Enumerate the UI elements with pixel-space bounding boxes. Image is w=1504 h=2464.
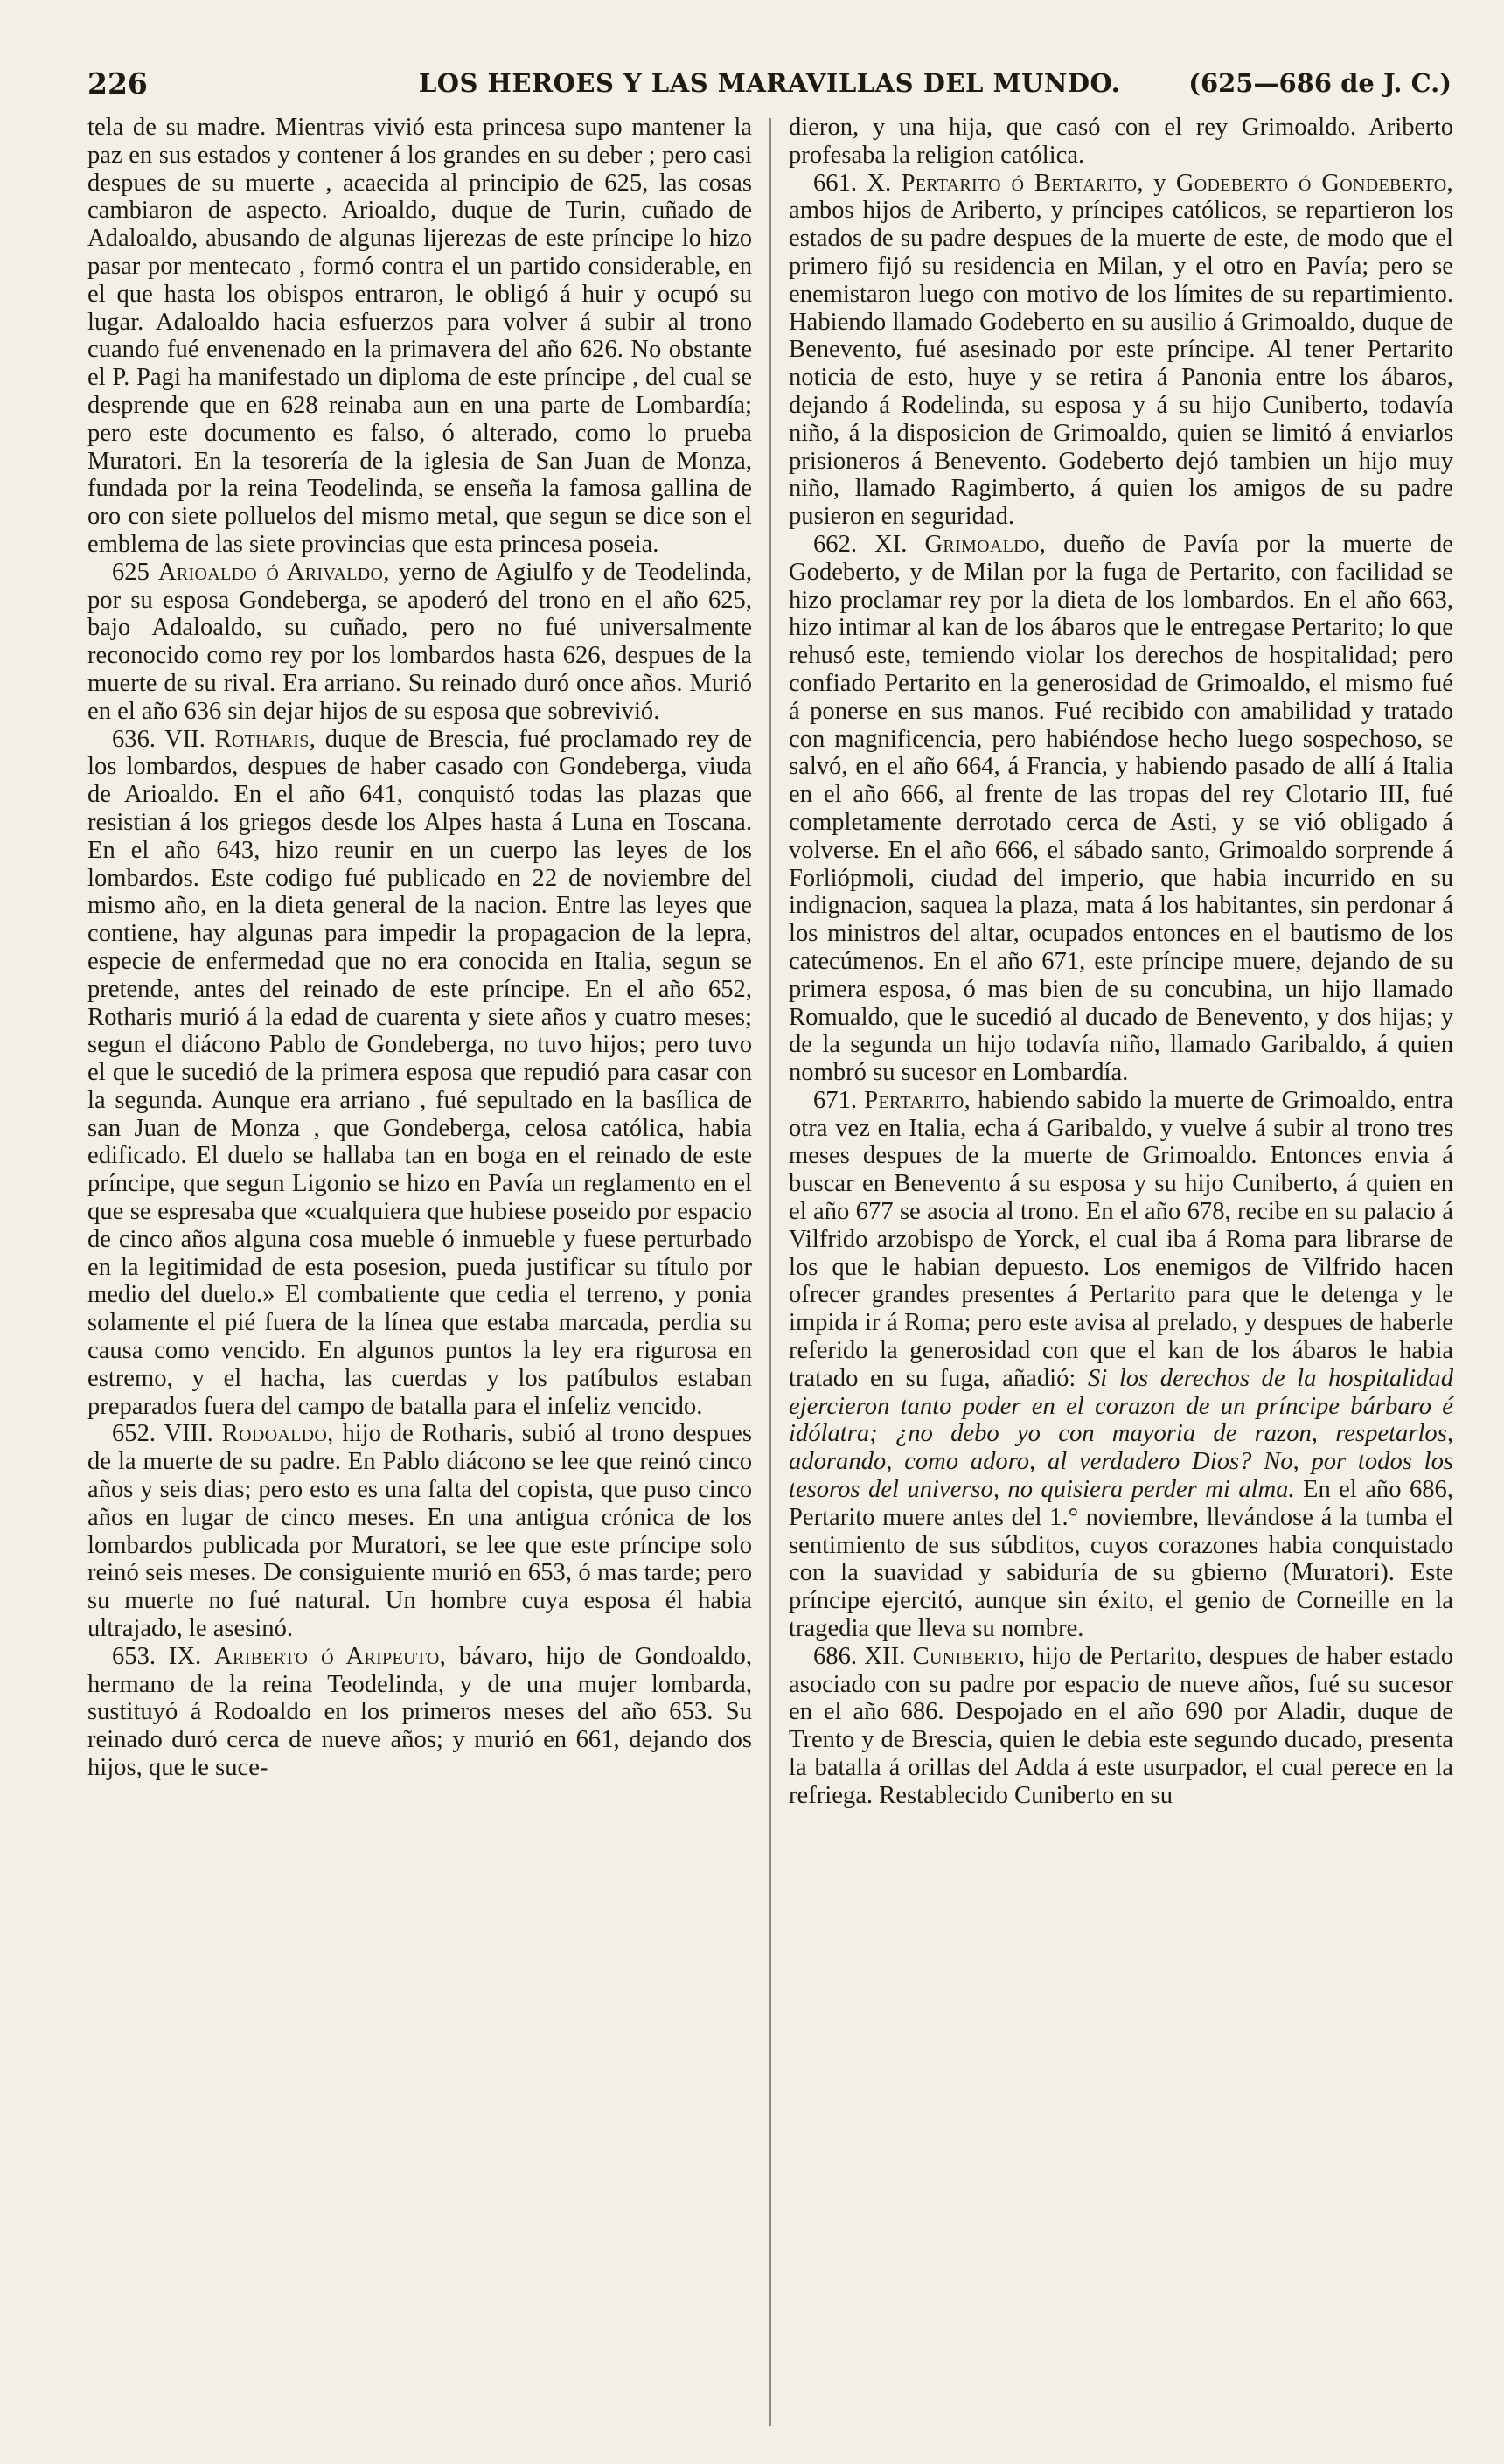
paragraph-pertarito (789, 1087, 1453, 1643)
right-column (789, 114, 1453, 1810)
paragraph-arioaldo (87, 559, 752, 726)
entry-number: 662. XI. (813, 530, 908, 558)
entry-name: Pertarito ó Bertarito, (901, 169, 1144, 197)
entry-text: ambos hijos de Ariberto, y príncipes católicos, se repartieron los estados de su padre despues de la muerte de este, de modo que el primero fijó su residencia en Milan, y el otro en Pavía; pero se enemistaron luego con motivo de los límites de su repartimiento. Habiendo llamado Godeberto en su ausilio á Grimoaldo, duque de Benevento, fué asesinado por este príncipe. Al tener Pertarito noticia de esto, huye y se retira á Panonia entre los ábaros, dejando á Rodelinda, su esposa y á su hijo Cuniberto, todavía niño, á la disposicion de Grimoaldo, quien se limitó á enviarlos prisioneros á Benevento. Godeberto dejó tambien un hijo muy niño, llamado Ragimberto, á quien los amigos de su padre pusieron en seguridad. (789, 197, 1453, 531)
paragraph-grimoaldo (789, 531, 1453, 1087)
entry-number: 671. (813, 1086, 858, 1114)
entry-text: hijo de Rotharis, subió al trono despues de la muerte de su padre. En Pablo diácono se lee que reinó cinco años y seis dias; pero esto es una falta del copista, que puso cinco años en lugar de cinco meses. En una antigua crónica de los lombardos publicada por Muratori, se lee que este príncipe solo reinó seis meses. De consiguiente murió en 653, ó mas tarde; pero su muerte no fué natural. Un hombre cuya esposa él habia ultrajado, le asesinó. (87, 1420, 752, 1643)
entry-name: Arioaldo ó Arivaldo, (157, 558, 390, 586)
entry-text: bávaro, hijo de Gondoaldo, hermano de la reina Teodelinda, y de una mujer lombarda, sustituyó á Rodoaldo en los primeros meses del año 653. Su reinado duró cerca de nueve años; y murió en 661, dejando dos hijos, que le suce- (87, 1642, 752, 1782)
paragraph-continued: tela de su madre. Mientras vivió esta princesa supo mantener la paz en sus estados y contener á los grandes en su deber ; pero casi despues de su muerte , acaecida al principio de 625, las cosas cambiaron de aspecto. Arioaldo, duque de Turin, cuñado de Adaloaldo, abusando de algunas lijerezas de este príncipe lo hizo pasar por mentecato , formó contra el un partido considerable, en el que hasta los obispos entraron, le obligó á huir y ocupó su lugar. Adaloaldo hacia esfuerzos para volver á subir al trono cuando fué envenenado en la primavera del año 626. No obstante el P. Pagi ha manifestado un diploma de este príncipe , del cual se desprende que en 628 reinaba aun en una parte de Lombardía; pero este documento es falso, ó alterado, como lo prueba Muratori. En la tesorería de la iglesia de San Juan de Monza, fundada por la reina Teodelinda, se enseña la famosa gallina de oro con siete polluelos del mismo metal, que segun se dice son el emblema de las siete provincias que esta princesa poseia. (87, 114, 752, 558)
entry-name: Cuniberto, (912, 1642, 1026, 1670)
paragraph-ariberto (87, 1643, 752, 1782)
entry-conjunction: y (1143, 169, 1176, 197)
entry-number: 625 (112, 558, 150, 586)
paragraph-cuniberto (789, 1643, 1453, 1810)
entry-name-second: Godeberto ó Gondeberto, (1175, 169, 1453, 197)
left-column (87, 114, 752, 1782)
entry-number: 652. VIII. (112, 1420, 213, 1448)
paragraph-rotharis (87, 726, 752, 1421)
paragraph-continued: dieron, y una hija, que casó con el rey Grimoaldo. Ariberto profesaba la religion católica. (789, 114, 1453, 169)
date-range: (625—686 de J. C.) (1188, 68, 1452, 98)
entry-name: Rotharis, (214, 725, 317, 753)
entry-text: hijo de Pertarito, despues de haber estado asociado con su padre por espacio de nueve años, fué su sucesor en el año 686. Despojado en el año 690 por Aladir, duque de Trento y de Brescia, quien le debia este segundo ducado, presenta la batalla á orillas del Adda á este usurpador, el cual perece en la refriega. Restablecido Cuniberto en su (789, 1642, 1454, 1809)
entry-name: Grimoaldo, (924, 530, 1047, 558)
entry-text: dueño de Pavía por la muerte de Godeberto, y de Milan por la fuga de Pertarito, con facilidad se hizo proclamar rey por la dieta de los lombardos. En el año 663, hizo intimar al kan de los ábaros que le entregase Pertarito; lo que rehusó este, temiendo violar los derechos de hospitalidad; pero confiado Pertarito en la generosidad de Grimoaldo, el mismo fué á ponerse en sus manos. Fué recibido con amabilidad y tratado con magnificencia, pero habiéndose hecho luego sospechoso, se salvó, en el año 664, á Francia, y habiendo pasado de allí á Italia en el año 666, al frente de las tropas del rey Clotario III, fué completamente derrotado cerca de Asti, y se vió obligado á volverse. En el año 666, el sábado santo, Grimoaldo sorprende á Forliópmoli, ciudad del imperio, que habia incurrido en su indignacion, saquea la plaza, mata á los habitantes, sin perdonar á los ministros del altar, ocupados entonces en el bautismo de los catecúmenos. En el año 671, este príncipe muere, dejando de su primera esposa, ó mas bien de su concubina, un hijo llamado Romualdo, que le sucedió al ducado de Benevento, y dos hijas; y de la segunda un hijo todavía niño, llamado Garibaldo, á quien nombró su sucesor en Lombardía. (789, 530, 1453, 1087)
quotation-italic: Si los derechos de la hospitalidad ejercieron tanto poder en el corazon de un príncipe bárbaro é idólatra; ¿no debo yo con mayoria de razon, respetarlos, adorando, como adoro, al verdadero Dios? No, por todos los tesoros del universo, no quisiera perder mi alma. (789, 1364, 1453, 1504)
entry-text: duque de Brescia, fué proclamado rey de los lombardos, despues de haber casado con Gondeberga, viuda de Arioaldo. En el año 641, conquistó todas las plazas que resistian á los griegos desde los Alpes hasta á Luna en Toscana. En el año 643, hizo reunir en un cuerpo las leyes de los lombardos. Este codigo fué publicado en 22 de noviembre del mismo año, en la dieta general de la nacion. Entre las leyes que contiene, hay algunas para impedir la propagacion de la lepra, especie de enfermedad que no era conocida en Italia, segun se pretende, antes del reinado de este príncipe. En el año 652, Rotharis murió á la edad de cuarenta y siete años y cuatro meses; segun el diácono Pablo de Gondeberga, no tuvo hijos; pero tuvo el que le sucedió de la primera esposa que repudió para casar con la segunda. Aunque era arriano , fué sepultado en la basílica de san Juan de Monza , que Gondeberga, celosa católica, habia edificado. El duelo se hallaba tan en boga en el reinado de este príncipe, que segun Ligonio se hizo en Pavía un reglamento en el que se espresaba que «cualquiera que hubiese poseido por espacio de cinco años alguna cosa mueble ó inmueble y fuese perturbado en la legitimidad de esta posesion, pueda justificar su título por medio del duelo.» El combatiente que cedia el terreno, y ponia solamente el pié fuera de la línea que estaba marcada, perdia su causa como vencido. En algunos puntos la ley era rigurosa en estremo, y el hacha, las cuerdas y los patíbulos estaban preparados fuera del campo de batalla para el infeliz vencido. (87, 725, 752, 1420)
entry-name: Pertarito, (864, 1086, 971, 1114)
entry-name: Ariberto ó Aripeuto, (214, 1642, 447, 1670)
running-title: LOS HEROES Y LAS MARAVILLAS DEL MUNDO. (418, 68, 1121, 98)
entry-number: 661. X. (813, 169, 892, 197)
entry-number: 686. XII. (813, 1642, 906, 1670)
paragraph-pertarito-godeberto (789, 170, 1453, 531)
running-header (87, 59, 1452, 108)
entry-number: 636. VII. (112, 725, 205, 753)
column-rule (769, 118, 771, 2426)
entry-text: yerno de Agiulfo y de Teodelinda, por su esposa Gondeberga, se apoderó del trono en el año 625, bajo Adaloaldo, su cuñado, pero no fué universalmente reconocido como rey por los lombardos hasta 626, despues de la muerte de su rival. Era arriano. Su reinado duró once años. Murió en el año 636 sin dejar hijos de su esposa que sobrevivió. (87, 558, 752, 725)
entry-name: Rodoaldo, (221, 1420, 334, 1448)
entry-text-after: En el año 686, Pertarito muere antes del 1.° noviembre, llevándose á la tumba el sentimiento de sus súbditos, cuyos corazones habia conquistado con la suavidad y sabiduría de su gbierno (Muratori). Este príncipe ejercitó, aunque sin éxito, el genio de Corneille en la tragedia que lleva su nombre. (789, 1476, 1453, 1643)
entry-text: habiendo sabido la muerte de Grimoaldo, entra otra vez en Italia, echa á Garibaldo, y vuelve á subir al trono tres meses despues de la muerte de Grimoaldo. Entonces envia á buscar en Benevento á su esposa y su hijo Cuniberto, á quien en el año 677 se asocia al trono. En el año 678, recibe en su palacio á Vilfrido arzobispo de Yorck, el cual iba á Roma para librarse de los que le habian depuesto. Los enemigos de Vilfrido hacen ofrecer grandes presentes á Pertarito para que le detenga y le impida ir á Roma; pero este avisa al prelado, y despues de haberle referido la generosidad con que el kan de los ábaros le habia tratado en su fuga, añadió: (789, 1086, 1453, 1392)
page-number: 226 (87, 66, 148, 101)
entry-number: 653. IX. (112, 1642, 202, 1670)
paragraph-rodoaldo (87, 1420, 752, 1642)
